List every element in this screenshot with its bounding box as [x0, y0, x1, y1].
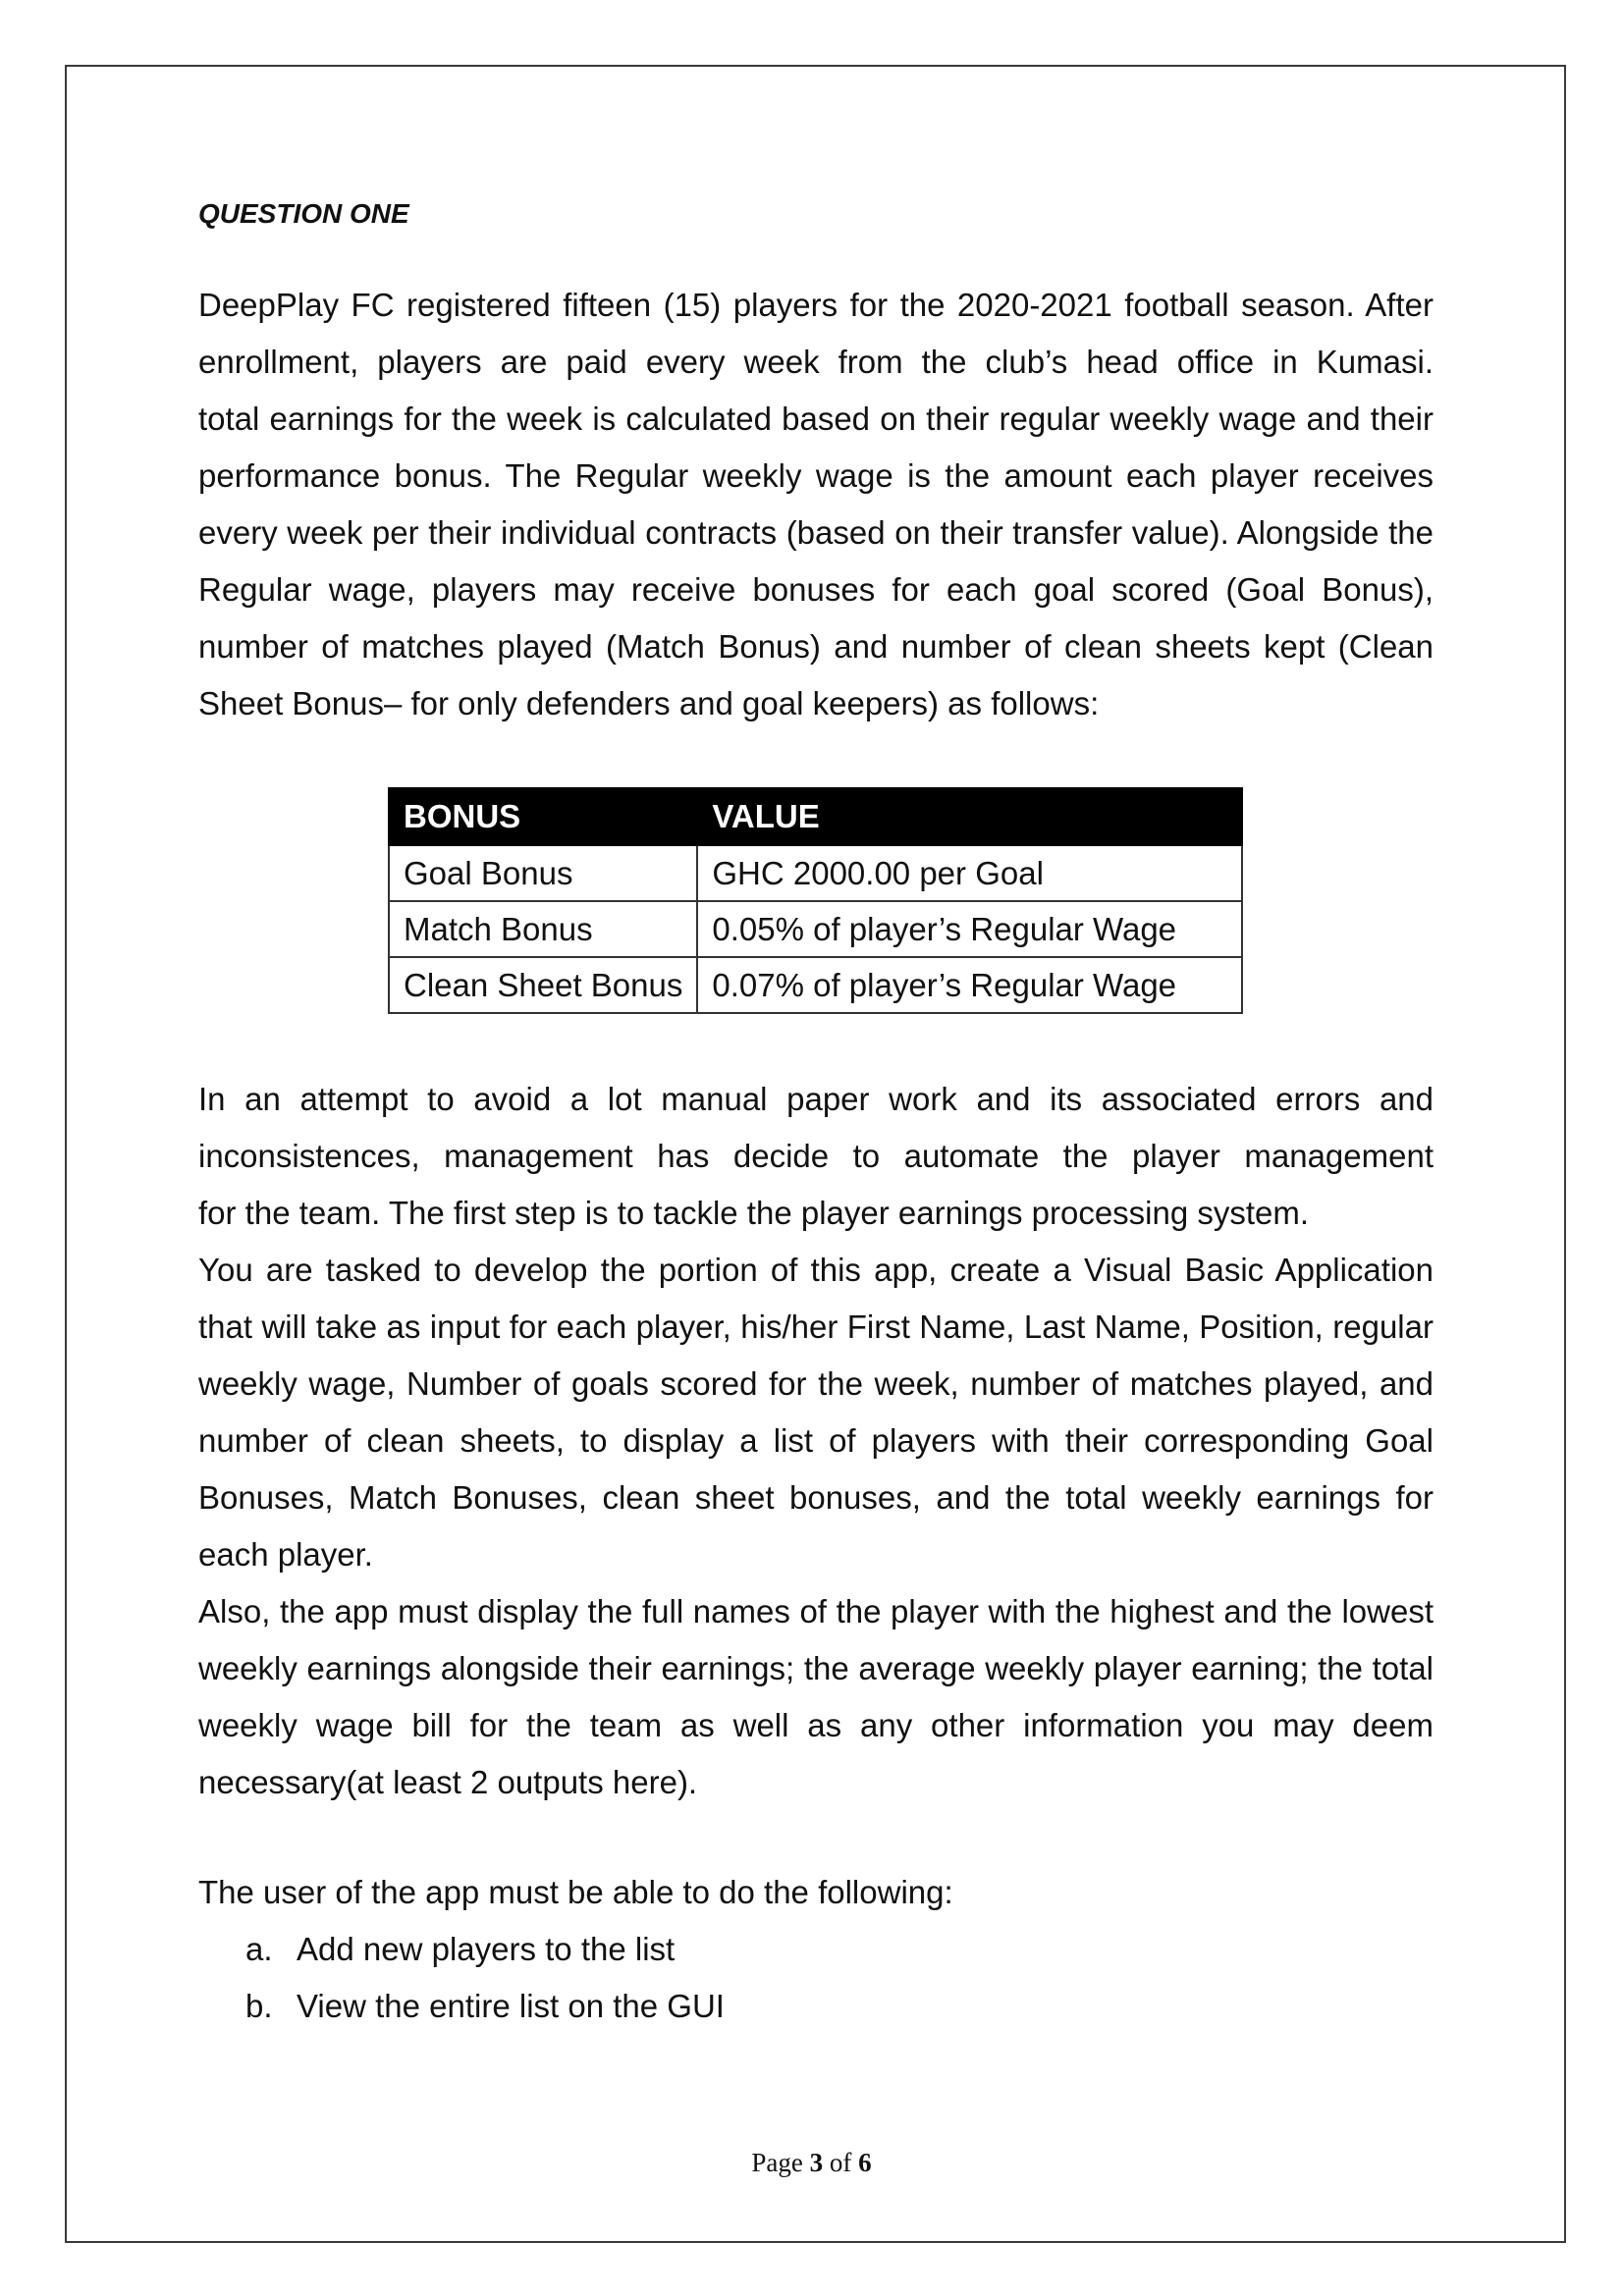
intro-paragraph [198, 277, 1434, 732]
page-footer [0, 2148, 1623, 2178]
text-line: necessary(at least 2 outputs here). [198, 1764, 698, 1800]
text-line: weekly earnings alongside their earnings; the average weekly player earning; the total [198, 1650, 1434, 1686]
text-line: each player. [198, 1536, 373, 1573]
table-cell: Goal Bonus [389, 845, 697, 901]
text-line: The user of the app must be able to do the following: [198, 1874, 953, 1910]
text-line: You are tasked to develop the portion of this app, create a Visual Basic Application [198, 1252, 1434, 1288]
text-line: total earnings for the week is calculated based on their regular weekly wage and their [198, 400, 1434, 437]
column-header-value: VALUE [697, 788, 1242, 845]
bonus-table [388, 787, 1243, 1014]
table-header-row [389, 788, 1242, 845]
table-row [389, 901, 1242, 957]
table-cell: Clean Sheet Bonus [389, 957, 697, 1013]
automation-paragraph [198, 1071, 1434, 1811]
list-marker: b. [245, 1988, 273, 2024]
text-line: number of matches played (Match Bonus) and number of clean sheets kept (Clean [198, 628, 1434, 665]
column-header-bonus: BONUS [389, 788, 697, 845]
table-cell: 0.07% of player’s Regular Wage [697, 957, 1242, 1013]
text-line: weekly wage bill for the team as well as any other information you may deem [198, 1707, 1434, 1743]
table-row [389, 845, 1242, 901]
list-item-text: Add new players to the list [297, 1931, 676, 1967]
text-line: Regular wage, players may receive bonuses for each goal scored (Goal Bonus), [198, 571, 1434, 608]
footer-prefix: Page [751, 2148, 810, 2177]
text-line: number of clean sheets, to display a list of players with their corresponding Goal [198, 1422, 1434, 1459]
text-line: every week per their individual contracts (based on their transfer value). Alongside the [198, 514, 1434, 551]
text-line: inconsistences, management has decide to automate the player management [198, 1138, 1434, 1174]
table-row [389, 957, 1242, 1013]
text-line: that will take as input for each player, his/her First Name, Last Name, Position, regular [198, 1308, 1434, 1345]
list-item-text: View the entire list on the GUI [297, 1988, 725, 2024]
list-item [245, 1978, 725, 2035]
list-marker: a. [245, 1931, 273, 1967]
table-cell: Match Bonus [389, 901, 697, 957]
table-cell: GHC 2000.00 per Goal [697, 845, 1242, 901]
question-heading: QUESTION ONE [198, 198, 409, 229]
text-line: Also, the app must display the full names of the player with the highest and the lowest [198, 1593, 1434, 1629]
current-page-number: 3 [809, 2148, 824, 2177]
text-line: Bonuses, Match Bonuses, clean sheet bonuses, and the total weekly earnings for [198, 1479, 1434, 1516]
text-line: In an attempt to avoid a lot manual paper work and its associated errors and [198, 1081, 1434, 1117]
footer-middle: of [823, 2148, 859, 2177]
requirements-list [245, 1921, 725, 2035]
requirements-intro [198, 1864, 1434, 1921]
text-line: for the team. The first step is to tackle the player earnings processing system. [198, 1195, 1310, 1231]
table-cell: 0.05% of player’s Regular Wage [697, 901, 1242, 957]
text-line: Sheet Bonus– for only defenders and goal keepers) as follows: [198, 685, 1100, 721]
text-line: DeepPlay FC registered fifteen (15) players for the 2020-2021 football season. After [198, 287, 1434, 323]
text-line: weekly wage, Number of goals scored for the week, number of matches played, and [198, 1365, 1434, 1402]
total-pages-number: 6 [858, 2148, 872, 2177]
text-line: performance bonus. The Regular weekly wage is the amount each player receives [198, 457, 1434, 494]
list-item [245, 1921, 725, 1978]
text-line: enrollment, players are paid every week from the club’s head office in Kumasi. [198, 344, 1434, 380]
